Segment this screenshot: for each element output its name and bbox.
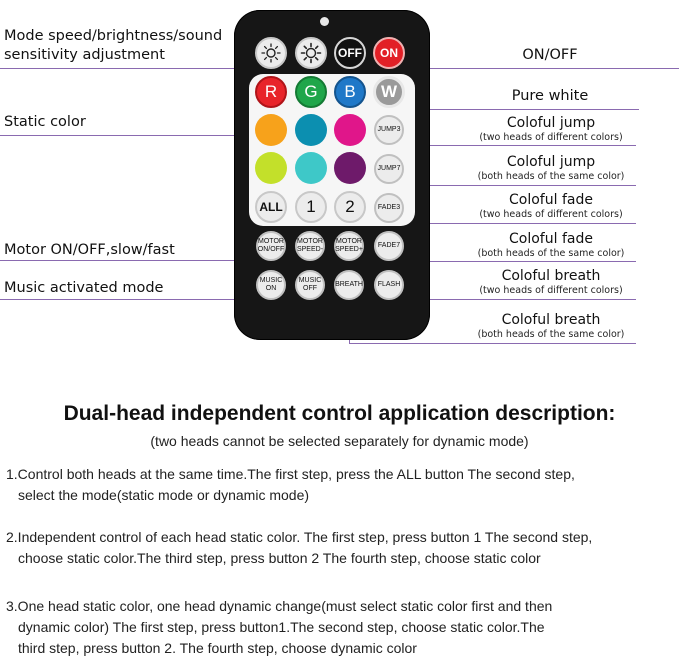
line-on-off <box>390 68 679 69</box>
motor-onoff-line1: MOTOR <box>258 238 284 245</box>
line-jump7 <box>404 185 636 186</box>
line-jump3 <box>404 145 636 146</box>
step-1-line-1: 1.Control both heads at the same time.The first step, press the ALL button The second step, <box>6 466 575 482</box>
line-music <box>0 299 262 300</box>
line-mode-adjust <box>0 68 256 69</box>
white-button[interactable]: W <box>373 76 405 108</box>
brightness-down-button[interactable] <box>255 37 287 69</box>
label-music: Music activated mode <box>4 280 164 296</box>
teal-button[interactable] <box>295 114 327 146</box>
sun-large-icon <box>300 42 322 64</box>
step-3-line-1: 3.One head static color, one head dynamic change(must select static color first and then <box>6 598 553 614</box>
description-subtitle: (two heads cannot be selected separately for dynamic mode) <box>150 433 529 449</box>
purple-button[interactable] <box>334 152 366 184</box>
label-jump3-sub: (two heads of different colors) <box>479 132 623 143</box>
lime-button[interactable] <box>255 152 287 184</box>
jump7-button[interactable]: JUMP7 <box>374 154 404 184</box>
label-fade3 <box>470 192 632 220</box>
music-off-line2: OFF <box>303 285 317 292</box>
step-3-line-3: third step, press button 2. The fourth step, choose dynamic color <box>18 640 417 656</box>
fade3-button[interactable]: FADE3 <box>374 193 404 223</box>
motor-onoff-button[interactable] <box>256 231 286 261</box>
motor-speed-minus-line1: MOTOR <box>297 238 323 245</box>
label-fade7-sub: (both heads of the same color) <box>477 248 625 259</box>
label-motor: Motor ON/OFF,slow/fast <box>4 242 175 258</box>
line-flash <box>404 299 636 300</box>
label-flash <box>470 268 632 296</box>
fade7-button[interactable]: FADE7 <box>374 231 404 261</box>
label-flash-title: Coloful breath <box>501 268 601 284</box>
cyan-button[interactable] <box>295 152 327 184</box>
step-1 <box>6 464 678 506</box>
label-jump7-sub: (both heads of the same color) <box>477 171 625 182</box>
label-pure-white: Pure white <box>511 88 589 104</box>
one-button[interactable]: 1 <box>295 191 327 223</box>
label-breath <box>470 312 632 340</box>
motor-speed-plus-button[interactable] <box>334 231 364 261</box>
motor-onoff-line2: ON/OFF <box>257 246 285 253</box>
music-on-button[interactable] <box>256 270 286 300</box>
label-fade7 <box>470 231 632 259</box>
label-flash-sub: (two heads of different colors) <box>479 285 623 296</box>
step-2-line-1: 2.Independent control of each head static color. The first step, press button 1 The second step, <box>6 529 593 545</box>
ir-emitter <box>320 17 329 26</box>
breath-button[interactable]: BREATH <box>334 270 364 300</box>
sun-small-icon <box>260 42 282 64</box>
blue-button[interactable]: B <box>334 76 366 108</box>
label-fade3-title: Coloful fade <box>509 192 593 208</box>
label-jump7-title: Coloful jump <box>506 154 596 170</box>
line-fade7 <box>404 261 636 262</box>
label-breath-title: Coloful breath <box>501 312 601 328</box>
off-button[interactable]: OFF <box>334 37 366 69</box>
step-2-line-2: choose static color.The third step, press button 2 The fourth step, choose static color <box>18 550 541 566</box>
music-on-line1: MUSIC <box>259 277 283 284</box>
motor-speed-minus-line2: SPEED- <box>296 246 324 253</box>
music-off-line1: MUSIC <box>298 277 322 284</box>
orange-button[interactable] <box>255 114 287 146</box>
line-breath <box>349 343 636 344</box>
all-button[interactable]: ALL <box>255 191 287 223</box>
motor-speed-plus-line1: MOTOR <box>336 238 362 245</box>
red-button[interactable]: R <box>255 76 287 108</box>
music-off-button[interactable] <box>295 270 325 300</box>
label-on-off: ON/OFF <box>522 47 578 63</box>
step-3 <box>6 596 678 659</box>
line-fade3 <box>404 223 636 224</box>
jump3-button[interactable]: JUMP3 <box>374 115 404 145</box>
label-jump3-title: Coloful jump <box>506 115 596 131</box>
step-2 <box>6 527 678 569</box>
music-on-line2: ON <box>265 285 277 292</box>
on-button[interactable]: ON <box>373 37 405 69</box>
label-mode-adjust-line2: sensitivity adjustment <box>4 47 165 63</box>
label-static-color: Static color <box>4 114 86 130</box>
flash-button[interactable]: FLASH <box>374 270 404 300</box>
motor-speed-plus-line2: SPEED+ <box>335 246 363 253</box>
label-breath-sub: (both heads of the same color) <box>477 329 625 340</box>
description-title: Dual-head independent control application description: <box>63 402 616 425</box>
brightness-up-button[interactable] <box>295 37 327 69</box>
label-fade7-title: Coloful fade <box>509 231 593 247</box>
line-motor <box>0 260 250 261</box>
magenta-button[interactable] <box>334 114 366 146</box>
green-button[interactable]: G <box>295 76 327 108</box>
line-static-color <box>0 135 258 136</box>
step-1-line-2: select the mode(static mode or dynamic mode) <box>18 487 310 503</box>
label-jump7 <box>470 154 632 182</box>
label-jump3 <box>470 115 632 143</box>
motor-speed-minus-button[interactable] <box>295 231 325 261</box>
label-fade3-sub: (two heads of different colors) <box>479 209 623 220</box>
step-3-line-2: dynamic color) The first step, press button1.The second step, choose static color.The <box>18 619 545 635</box>
two-button[interactable]: 2 <box>334 191 366 223</box>
label-mode-adjust-line1: Mode speed/brightness/sound <box>4 28 223 44</box>
